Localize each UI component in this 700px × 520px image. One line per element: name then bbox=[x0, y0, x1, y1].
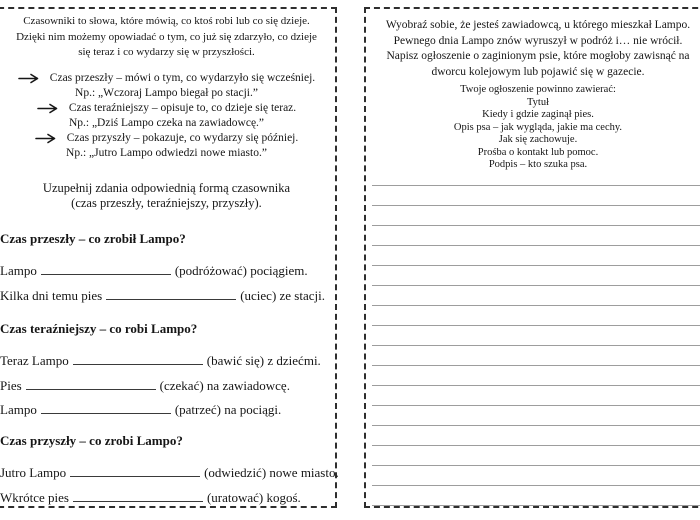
answer-blank[interactable] bbox=[26, 376, 156, 390]
fill-in-sentence bbox=[0, 392, 333, 417]
instruction-line: dworcu kolejowym lub pojawić się w gazecie. bbox=[431, 65, 645, 78]
verb-hint: (bawić się) z dziećmi. bbox=[206, 353, 321, 368]
checklist-item: Opis psa – jak wygląda, jakie ma cechy. bbox=[453, 121, 623, 133]
announcement-panel bbox=[364, 7, 700, 508]
writing-line[interactable] bbox=[372, 326, 700, 346]
fill-in-sentence bbox=[0, 368, 333, 393]
tense-example: Np.: „Jutro Lampo odwiedzi nowe miasto.” bbox=[66, 147, 267, 159]
section-heading: Czas przeszły – co zrobił Lampo? bbox=[0, 231, 186, 246]
writing-line[interactable] bbox=[372, 486, 700, 506]
verb-tenses-panel bbox=[0, 7, 337, 508]
tense-definition bbox=[0, 71, 333, 101]
writing-line[interactable] bbox=[372, 386, 700, 406]
verb-hint: (uciec) ze stacji. bbox=[240, 287, 325, 303]
checklist-item: Prośba o kontakt lub pomoc. bbox=[477, 146, 599, 158]
section-present-tense bbox=[0, 320, 333, 417]
writing-line[interactable] bbox=[372, 246, 700, 266]
section-past-tense bbox=[0, 230, 333, 302]
writing-line[interactable] bbox=[372, 166, 700, 186]
fill-in-sentence bbox=[0, 480, 333, 505]
tense-definition bbox=[0, 101, 333, 131]
writing-line[interactable] bbox=[372, 426, 700, 446]
verb-hint: (uratować) kogoś. bbox=[206, 489, 301, 505]
intro-line: Czasowniki to słowa, które mówią, co ktoś robi lub co się dzieje. bbox=[23, 15, 310, 27]
writing-line[interactable] bbox=[372, 226, 700, 246]
announcement-instruction bbox=[372, 18, 700, 80]
tense-label: Czas przeszły – mówi o tym, co wydarzyło się wcześniej. bbox=[49, 72, 316, 84]
sentence-start: Lampo bbox=[0, 263, 37, 278]
answer-blank[interactable] bbox=[41, 261, 171, 275]
sentence-start: Jutro Lampo bbox=[0, 465, 67, 480]
answer-blank[interactable] bbox=[73, 351, 203, 365]
tense-label: Czas przyszły – pokazuje, co wydarzy się później. bbox=[66, 132, 299, 144]
tense-definitions bbox=[0, 71, 333, 161]
writing-line[interactable] bbox=[372, 466, 700, 486]
fill-in-sentence bbox=[0, 343, 333, 368]
writing-line[interactable] bbox=[372, 406, 700, 426]
writing-lines-area bbox=[372, 166, 700, 506]
writing-line[interactable] bbox=[372, 186, 700, 206]
answer-blank[interactable] bbox=[106, 286, 236, 300]
verb-hint: (czekać) na zawiadowcę. bbox=[159, 377, 290, 393]
tense-label: Czas teraźniejszy – opisuje to, co dzieje się teraz. bbox=[68, 102, 297, 114]
instruction-line: Wyobraź sobie, że jesteś zawiadowcą, u którego mieszkał Lampo. bbox=[385, 19, 691, 31]
task-line: Uzupełnij zdania odpowiednią formą czasownika bbox=[42, 181, 291, 195]
fill-in-list bbox=[0, 253, 333, 302]
checklist-items bbox=[372, 97, 700, 172]
verb-hint: (odwiedzić) nowe miasto. bbox=[204, 465, 339, 480]
intro-line: się teraz i co wydarzy się w przyszłości. bbox=[78, 46, 255, 58]
checklist-item: Jak się zachowuje. bbox=[498, 134, 578, 145]
checklist-item: Podpis – kto szuka psa. bbox=[488, 159, 588, 170]
sentence-start: Wkrótce pies bbox=[0, 489, 69, 505]
sentence-start: Teraz Lampo bbox=[0, 353, 69, 368]
fill-in-sentence bbox=[0, 253, 333, 278]
writing-line[interactable] bbox=[372, 286, 700, 306]
verb-hint: (podróżować) pociągiem. bbox=[174, 263, 308, 278]
writing-line[interactable] bbox=[372, 366, 700, 386]
intro-line: Dzięki nim możemy opowiadać o tym, co już się zdarzyło, co dzieje bbox=[16, 30, 317, 43]
checklist-title: Twoje ogłoszenie powinno zawierać: bbox=[460, 84, 616, 95]
checklist-item: Kiedy i gdzie zaginął pies. bbox=[482, 109, 594, 120]
arrow-right-icon bbox=[18, 73, 44, 84]
section-heading: Czas teraźniejszy – co robi Lampo? bbox=[0, 321, 198, 336]
writing-line[interactable] bbox=[372, 306, 700, 326]
writing-line[interactable] bbox=[372, 266, 700, 286]
sentence-start: Lampo bbox=[0, 402, 37, 417]
intro-paragraph bbox=[0, 14, 333, 61]
fill-in-sentence bbox=[0, 278, 333, 303]
answer-blank[interactable] bbox=[73, 488, 203, 502]
instruction-line: Pewnego dnia Lampo znów wyruszył w podróż i… nie wrócił. bbox=[393, 34, 683, 47]
task-instruction bbox=[0, 181, 333, 211]
fill-in-list bbox=[0, 455, 339, 505]
writing-line[interactable] bbox=[372, 346, 700, 366]
writing-line[interactable] bbox=[372, 446, 700, 466]
fill-in-sentence bbox=[0, 455, 339, 480]
sentence-start: Kilka dni temu pies bbox=[0, 287, 103, 303]
answer-blank[interactable] bbox=[41, 400, 171, 414]
checklist-item: Tytuł bbox=[526, 96, 549, 108]
task-line: (czas przeszły, teraźniejszy, przyszły). bbox=[71, 196, 262, 210]
tense-definition bbox=[0, 131, 333, 161]
tense-example: Np.: „Dziś Lampo czeka na zawiadowcę.” bbox=[68, 117, 265, 129]
announcement-checklist bbox=[372, 84, 700, 172]
section-heading: Czas przyszły – co zrobi Lampo? bbox=[0, 433, 183, 448]
tense-example: Np.: „Wczoraj Lampo biegał po stacji.” bbox=[75, 87, 258, 99]
fill-in-list bbox=[0, 343, 333, 417]
arrow-right-icon bbox=[37, 103, 63, 114]
answer-blank[interactable] bbox=[70, 463, 200, 477]
sentence-start: Pies bbox=[0, 377, 22, 393]
verb-hint: (patrzeć) na pociągi. bbox=[174, 402, 282, 417]
writing-line[interactable] bbox=[372, 206, 700, 226]
instruction-line: Napisz ogłoszenie o zaginionym psie, które mogłoby zawisnąć na bbox=[386, 50, 690, 62]
section-future-tense bbox=[0, 432, 339, 505]
arrow-right-icon bbox=[35, 133, 61, 144]
